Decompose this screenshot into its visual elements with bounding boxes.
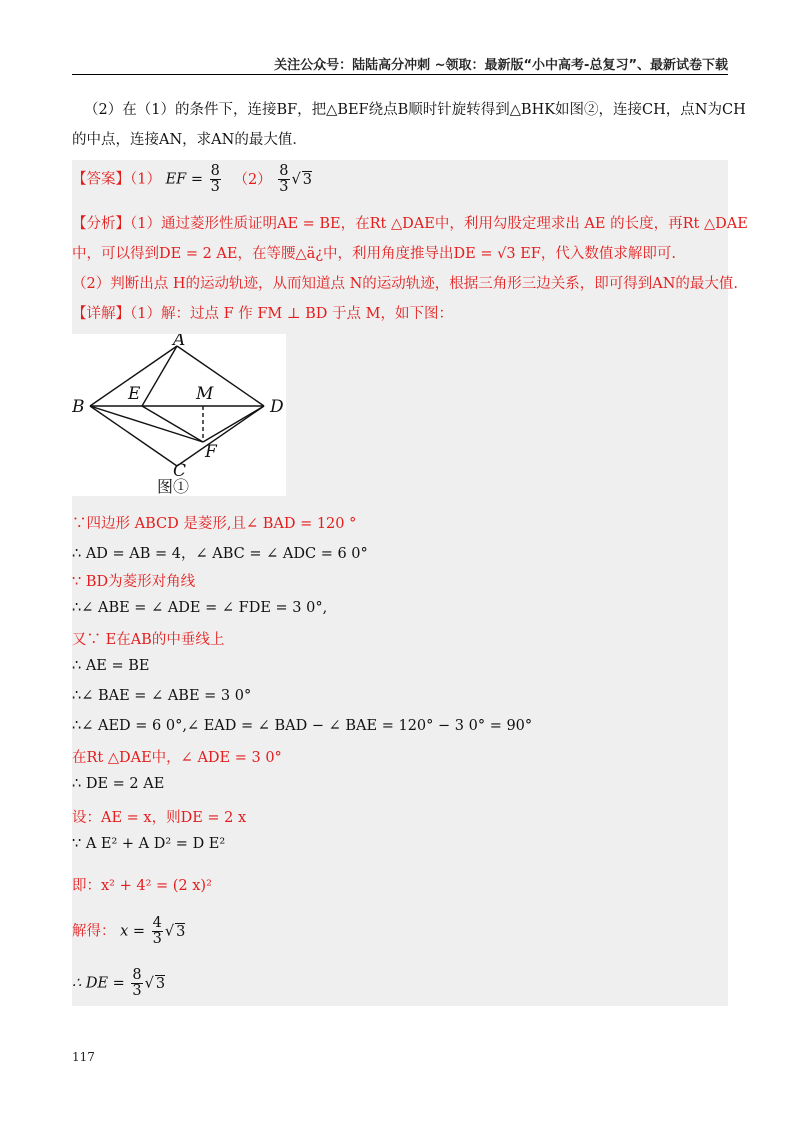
label-M: M [196,384,214,404]
question-line-1: （2）在（1）的条件下，连接BF，把△BEF绕点B顺时针旋转得到△BHK如图②，连接CH，点N为CH [84,102,746,118]
step-2: ∴ AD = AB = 4，∠ ABC = ∠ ADC = 6 0° [72,546,368,562]
step-9: 在Rt △DAE中，∠ ADE = 3 0° [72,750,282,766]
solve-fraction: $\frac{4}{3}$ [152,915,162,948]
question-line-2: 的中点，连接AN，求AN的最大值． [72,132,307,148]
label-E: E [128,384,141,404]
figure-caption: 图① [157,477,190,496]
step-6: ∴ AE = BE [72,658,150,674]
step-7: ∴∠ BAE = ∠ ABE = 3 0° [72,688,252,704]
answer-part1-expr: EF = [165,171,203,188]
detail-intro: （1）解：过点 F 作 FM ⊥ BD 于点 M，如下图： [130,306,453,322]
answer-part1-fraction: $\frac{8}{3}$ [210,163,220,196]
step-13: 即：x² + 4² = (2 x)² [72,878,212,894]
step-10: ∴ DE = 2 AE [72,776,165,792]
label-B: B [72,397,85,417]
step-3: ∵ BD为菱形对角线 [72,574,196,590]
final-line: ∴ DE = $\frac{8}{3}$ √ 3 [72,967,166,1000]
step-4: ∴∠ ABE = ∠ ADE = ∠ FDE = 3 0°, [72,600,328,616]
answer-part2-fraction: $\frac{8}{3}$ [279,163,289,196]
analysis-line-1 [72,212,748,233]
solve-line: 解得： x = $\frac{4}{3}$ √ 3 [72,915,186,948]
segment-AE [142,346,177,406]
answer-part2-root: 3 [302,171,313,188]
answer-label: 【答案】 [72,171,130,188]
answer-part1-prefix: （1） [130,171,161,188]
analysis-line-2: 中，可以得到DE = 2 AE，在等腰△ä¿中，利用角度推导出DE = √3 EF，代入数值求解即可. [72,246,676,262]
segment-BF [90,406,203,442]
header-rule [72,74,728,75]
step-8: ∴∠ AED = 6 0°,∠ EAD = ∠ BAD − ∠ BAE = 120° − 3 0° = 90° [72,718,533,734]
rhombus-diagram [72,334,286,496]
detail-label: 【详解】 [72,306,130,322]
analysis-label: 【分析】 [72,216,130,232]
segment-DF [203,406,264,442]
solve-root: 3 [176,923,186,940]
final-fraction: $\frac{8}{3}$ [132,967,142,1000]
step-1: ∵四边形 ABCD 是菱形,且∠ BAD = 120 ° [72,516,357,532]
step-12: ∵ A E² + A D² = D E² [72,836,226,852]
answer-part2-prefix: （2） [233,171,272,188]
step-5: 又∵ E在AB的中垂线上 [72,632,225,648]
label-A: A [173,334,186,350]
step-11: 设：AE = x，则DE = 2 x [72,810,247,826]
edge-DC [177,406,264,466]
detail-line [72,302,453,323]
analysis-text-1: （1）通过菱形性质证明AE = BE，在Rt △DAE中，利用勾股定理求出 AE 的长度，再Rt △DAE [130,216,748,232]
edge-CB [90,406,177,466]
segment-EF [142,406,203,442]
page-number: 117 [72,1050,95,1064]
label-C: C [173,461,187,481]
geometry-figure [72,334,286,496]
final-lhs: ∴ DE = [72,975,125,992]
edge-AD [177,346,264,406]
analysis-line-3: （2）判断出点 H的运动轨迹，从而知道点 N的运动轨迹，根据三角形三边关系，即可得到AN的最大值. [72,276,739,292]
final-root: 3 [155,975,166,992]
solve-prefix: 解得： [72,923,116,940]
solve-lhs: x = [120,923,146,940]
page-header: 关注公众号：陆陆高分冲刺 ~领取：最新版“小中高考-总复习”、最新试卷下载 [274,58,728,73]
label-F: F [205,442,217,462]
label-D: D [270,397,284,417]
answer-line: 【答案】（1） EF = $\frac{8}{3}$ （2） $\frac{8}{3}$ √ 3 [72,163,313,196]
